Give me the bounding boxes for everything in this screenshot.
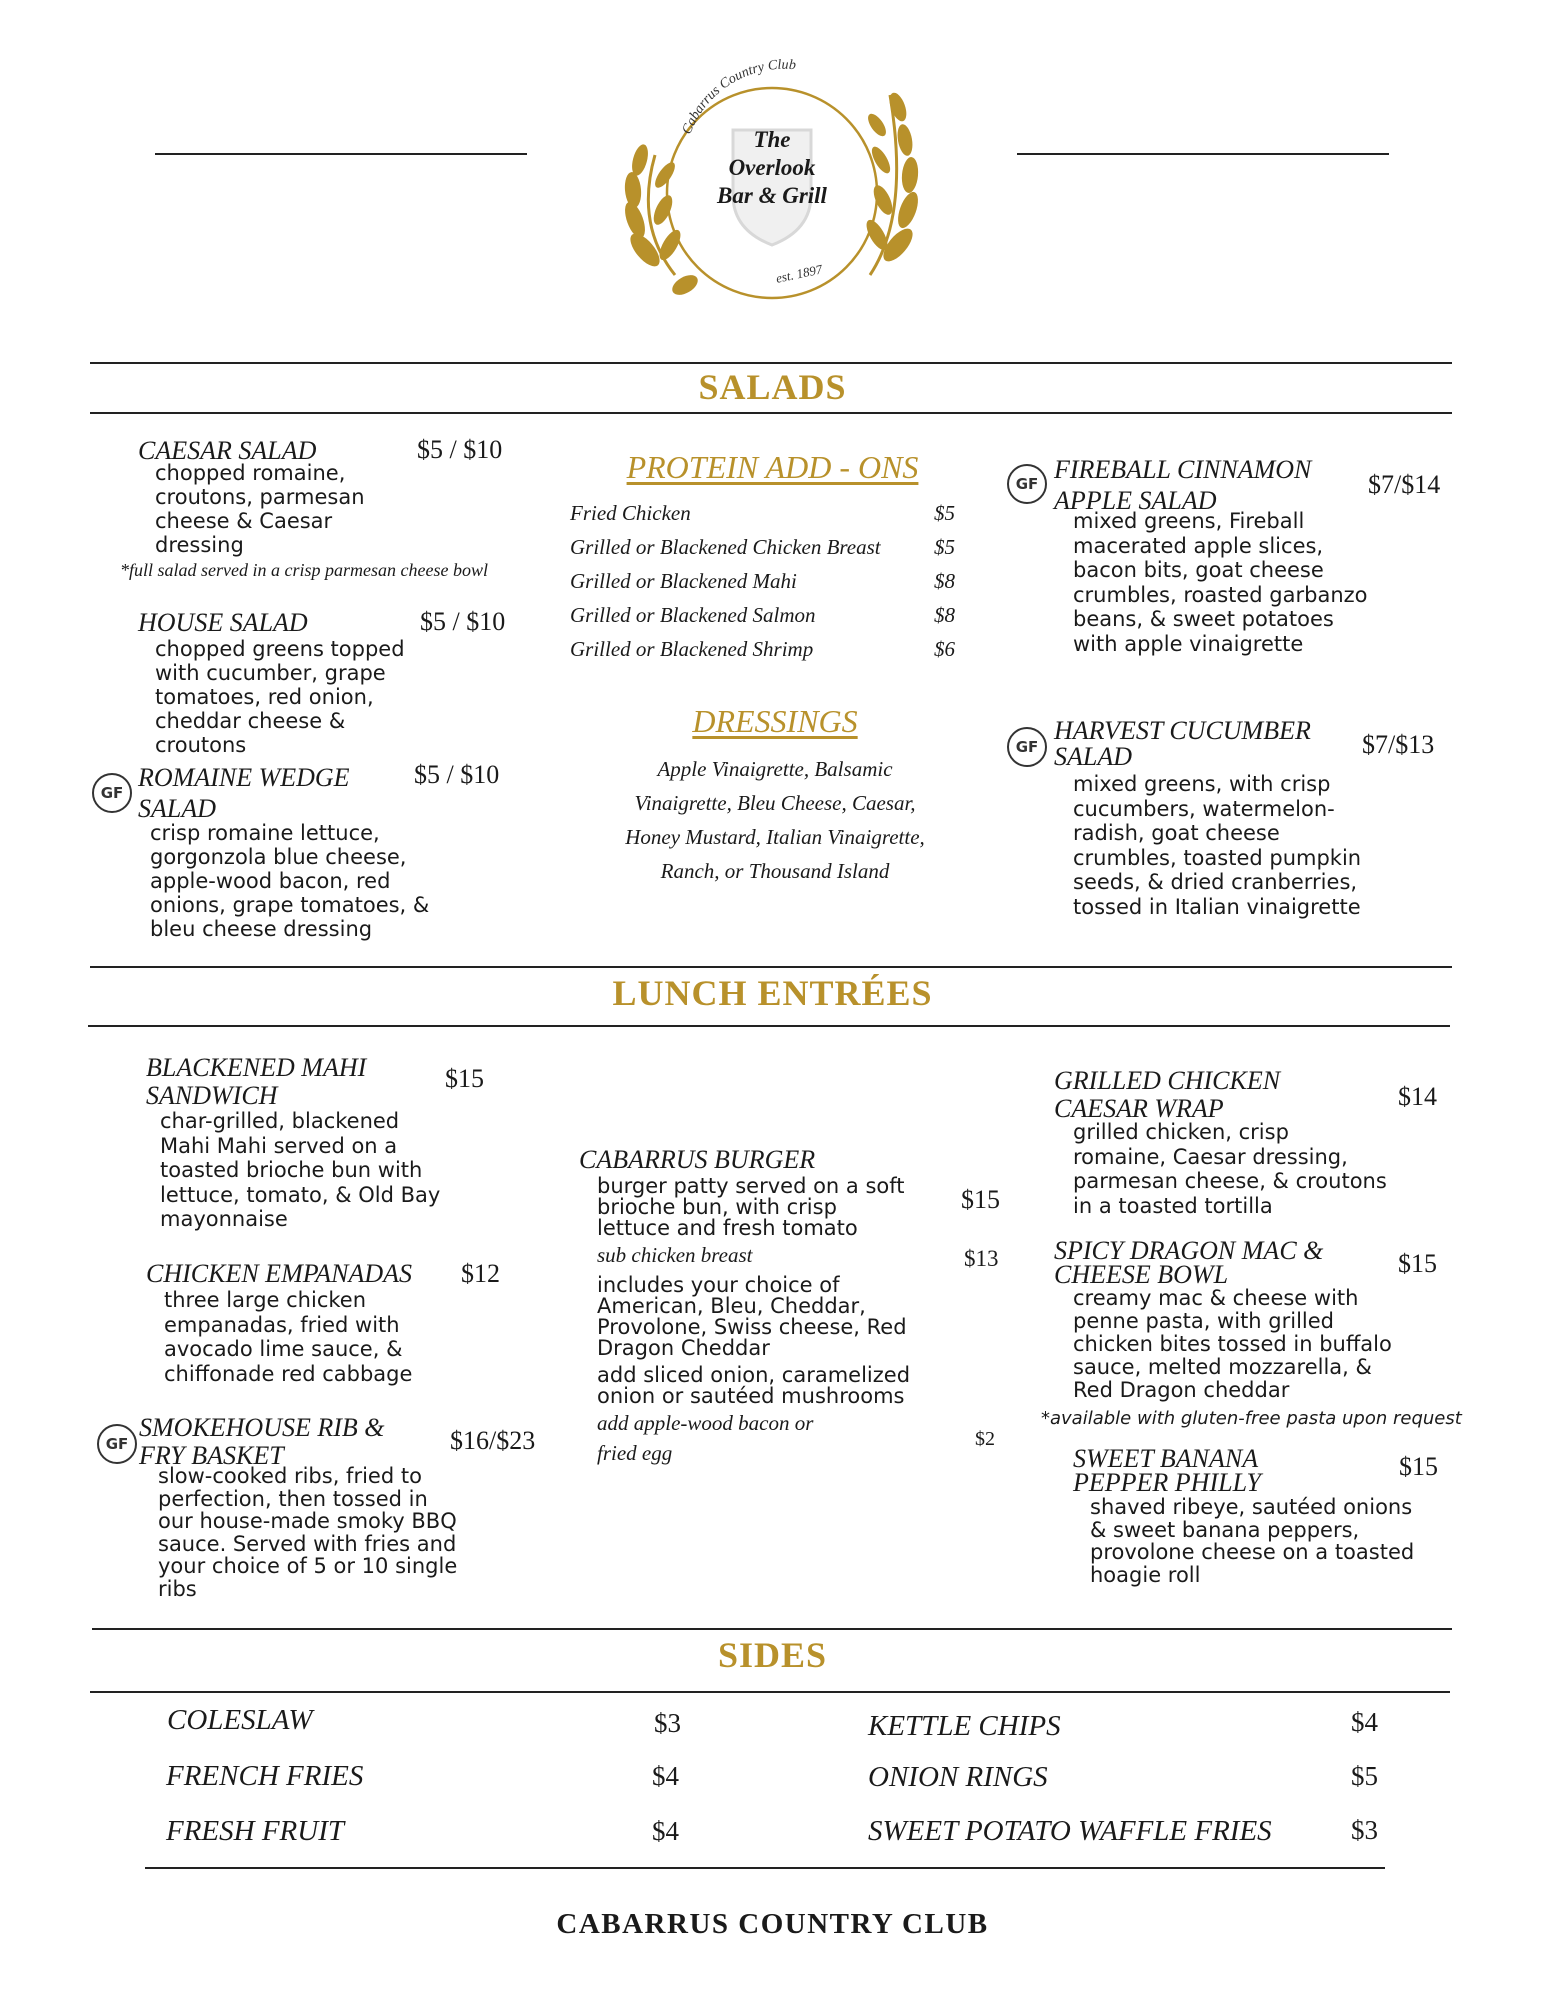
caesar-wrap-desc: grilled chicken, crisp romaine, Caesar dressing, parmesan cheese, & croutons in a toasted tortilla bbox=[1073, 1120, 1387, 1218]
salads-rule-bottom bbox=[90, 412, 1452, 414]
lunch-heading: LUNCH ENTRÉES bbox=[612, 973, 933, 1013]
fireball-salad-price: $7/$14 bbox=[1368, 470, 1441, 499]
fireball-salad-desc: mixed greens, Fireball macerated apple slices, bacon bits, goat cheese crumbles, roasted garbanzo beans, & sweet potatoes with apple vinaigrette bbox=[1073, 509, 1368, 656]
rib-basket-name: SMOKEHOUSE RIB & FRY BASKET bbox=[139, 1413, 385, 1470]
footer-club-name: CABARRUS COUNTRY CLUB bbox=[556, 1908, 989, 1940]
protein-item: Fried Chicken $5 bbox=[570, 501, 955, 525]
house-salad-price: $5 / $10 bbox=[420, 607, 506, 636]
burger-bacon-price: $2 bbox=[975, 1428, 995, 1450]
burger-bacon-option: add apple-wood bacon or fried egg bbox=[597, 1411, 814, 1465]
logo-line-2: Overlook bbox=[728, 155, 816, 180]
gf-badge: GF bbox=[97, 1424, 137, 1464]
dressings-list: Apple Vinaigrette, Balsamic Vinaigrette, Bleu Cheese, Caesar, Honey Mustard, Italian Vinaigrette, Ranch, or Thousand Island bbox=[625, 757, 925, 883]
banana-philly-price: $15 bbox=[1399, 1452, 1438, 1481]
laurel-left-icon bbox=[621, 143, 701, 299]
sides-rule-bottom bbox=[90, 1691, 1450, 1693]
side-item-price: $4 bbox=[652, 1816, 679, 1846]
side-item-name: COLESLAW bbox=[167, 1704, 313, 1736]
svg-text:Cabarrus Country Club bbox=[680, 58, 797, 137]
side-item-price: $5 bbox=[1351, 1761, 1378, 1791]
caesar-salad-name: CAESAR SALAD bbox=[138, 436, 317, 465]
gf-badge: GF bbox=[1007, 464, 1047, 504]
house-salad-desc: chopped greens topped with cucumber, grape tomatoes, red onion, cheddar cheese & croutons bbox=[155, 637, 405, 757]
side-item-name: KETTLE CHIPS bbox=[868, 1710, 1061, 1742]
protein-item: Grilled or Blackened Shrimp $6 bbox=[570, 637, 955, 661]
mahi-sandwich-price: $15 bbox=[445, 1064, 484, 1093]
dragon-mac-desc: creamy mac & cheese with penne pasta, with grilled chicken bites tossed in buffalo sauce, melted mozzarella, & Red Dragon cheddar bbox=[1073, 1286, 1392, 1402]
harvest-salad-desc: mixed greens, with crisp cucumbers, watermelon- radish, goat cheese crumbles, toasted pumpkin seeds, & dried cranberries, tossed in Italian vinaigrette bbox=[1073, 772, 1362, 919]
house-salad-name: HOUSE SALAD bbox=[138, 608, 308, 637]
club-logo bbox=[615, 45, 930, 315]
logo-est: est. 1897 bbox=[774, 261, 824, 286]
dressings-heading: DRESSINGS bbox=[692, 703, 858, 739]
dragon-mac-price: $15 bbox=[1398, 1249, 1437, 1278]
laurel-right-icon bbox=[862, 91, 922, 275]
logo-line-1: The bbox=[753, 127, 791, 152]
mahi-sandwich-desc: char-grilled, blackened Mahi Mahi served on a toasted brioche bun with lettuce, tomato, & Old Bay mayonnaise bbox=[160, 1109, 441, 1231]
side-item-price: $4 bbox=[1351, 1707, 1378, 1737]
caesar-salad-price: $5 / $10 bbox=[417, 435, 503, 464]
harvest-salad-price: $7/$13 bbox=[1362, 730, 1435, 759]
fireball-salad-name: FIREBALL CINNAMON APPLE SALAD bbox=[1054, 455, 1312, 515]
sides-rule-end bbox=[145, 1867, 1385, 1869]
burger-sub-price: $13 bbox=[964, 1246, 999, 1271]
protein-item: Grilled or Blackened Salmon $8 bbox=[570, 603, 955, 627]
burger-desc: burger patty served on a soft brioche bun, with crisp lettuce and fresh tomato bbox=[597, 1174, 905, 1240]
protein-item: Grilled or Blackened Mahi $8 bbox=[570, 569, 955, 593]
lunch-rule-bottom bbox=[88, 1025, 1450, 1027]
dragon-mac-name: SPICY DRAGON MAC & CHEESE BOWL bbox=[1054, 1236, 1324, 1289]
side-item-price: $4 bbox=[652, 1761, 679, 1791]
salads-heading: SALADS bbox=[698, 367, 847, 407]
dragon-mac-note: *available with gluten-free pasta upon request bbox=[1041, 1408, 1462, 1429]
wedge-salad-price: $5 / $10 bbox=[414, 760, 500, 789]
burger-name: CABARRUS BURGER bbox=[579, 1145, 816, 1174]
wedge-salad-desc: crisp romaine lettuce, gorgonzola blue cheese, apple-wood bacon, red onions, grape tomatoes, & bleu cheese dressing bbox=[150, 821, 430, 941]
logo-arc-text: Cabarrus Country Club bbox=[679, 57, 797, 137]
caesar-salad-note: *full salad served in a crisp parmesan cheese bowl bbox=[120, 560, 488, 580]
gf-badge: GF bbox=[92, 773, 132, 813]
sides-heading: SIDES bbox=[717, 1635, 828, 1675]
side-item-price: $3 bbox=[1351, 1815, 1378, 1845]
caesar-salad-desc: chopped romaine, croutons, parmesan cheese & Caesar dressing bbox=[155, 461, 365, 557]
protein-addons-heading: PROTEIN ADD - ONS bbox=[626, 449, 919, 485]
harvest-salad-name: HARVEST CUCUMBER SALAD bbox=[1054, 716, 1311, 771]
side-item-name: FRESH FRUIT bbox=[166, 1815, 344, 1847]
empanadas-desc: three large chicken empanadas, fried with avocado lime sauce, & chiffonade red cabbage bbox=[164, 1288, 413, 1386]
burger-sub-option: sub chicken breast bbox=[597, 1243, 753, 1267]
side-item-price: $3 bbox=[654, 1708, 681, 1738]
caesar-wrap-name: GRILLED CHICKEN CAESAR WRAP bbox=[1054, 1066, 1281, 1123]
empanadas-name: CHICKEN EMPANADAS bbox=[146, 1259, 413, 1288]
burger-cheese-options: includes your choice of American, Bleu, Cheddar, Provolone, Swiss cheese, Red Dragon Cheddar bbox=[597, 1273, 907, 1360]
caesar-wrap-price: $14 bbox=[1398, 1082, 1437, 1111]
banana-philly-desc: shaved ribeye, sautéed onions & sweet banana peppers, provolone cheese on a toasted hoagie roll bbox=[1090, 1495, 1415, 1587]
gf-badge: GF bbox=[1007, 727, 1047, 767]
wedge-salad-name: ROMAINE WEDGE SALAD bbox=[138, 763, 350, 823]
protein-item: Grilled or Blackened Chicken Breast $5 bbox=[570, 535, 955, 559]
empanadas-price: $12 bbox=[461, 1259, 500, 1288]
banana-philly-name: SWEET BANANA PEPPER PHILLY bbox=[1073, 1444, 1261, 1497]
side-item-name: SWEET POTATO WAFFLE FRIES bbox=[868, 1815, 1272, 1847]
side-item-name: FRENCH FRIES bbox=[166, 1760, 364, 1792]
side-item-name: ONION RINGS bbox=[868, 1761, 1048, 1793]
header-rule-right bbox=[1017, 153, 1389, 155]
burger-onion-options: add sliced onion, caramelized onion or sautéed mushrooms bbox=[597, 1363, 911, 1408]
lunch-rule-top bbox=[90, 966, 1452, 968]
rib-basket-desc: slow-cooked ribs, fried to perfection, then tossed in our house-made smoky BBQ sauce. Served with fries and your choice of 5 or 10 single ribs bbox=[158, 1464, 458, 1601]
rib-basket-price: $16/$23 bbox=[450, 1426, 536, 1455]
header-rule-left bbox=[155, 153, 527, 155]
burger-price: $15 bbox=[961, 1185, 1000, 1214]
logo-line-3: Bar & Grill bbox=[717, 183, 827, 208]
salads-rule-top bbox=[90, 362, 1452, 364]
sides-rule-top bbox=[92, 1628, 1452, 1630]
mahi-sandwich-name: BLACKENED MAHI SANDWICH bbox=[146, 1053, 367, 1110]
